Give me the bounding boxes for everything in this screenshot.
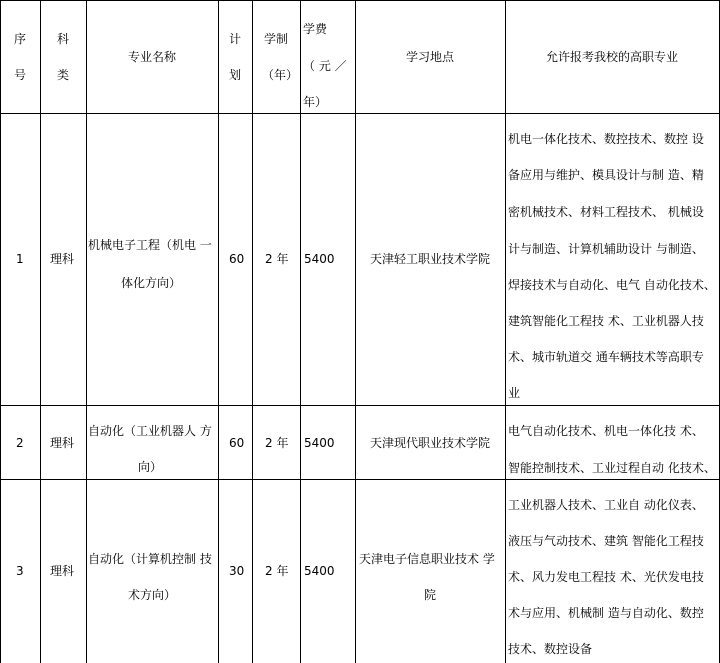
row-yunxu-line: 术、城市轨道交 通车辆技术等高职专 [508, 350, 704, 364]
header-xuhao-1: 序 [14, 32, 27, 46]
row-didian-line: 院 [424, 588, 437, 602]
grid-line [355, 0, 356, 663]
row-yunxu-line: 术与应用、机械制 造与自动化、数控 [508, 606, 704, 620]
header-jihua-2: 划 [229, 68, 242, 82]
grid-line [0, 405, 720, 406]
row-yunxu-line: 智能控制技术、工业过程自动 化技术、 [508, 461, 716, 475]
row-zhuanye-line: 体化方向） [121, 276, 182, 290]
header-xuefei-3: 年） [303, 95, 328, 109]
header-jihua-1: 计 [229, 32, 242, 46]
row-xuezhi: 2 年 [265, 564, 289, 578]
row-yunxu-line: 机电一体化技术、数控技术、数控 设 [508, 132, 704, 146]
row-jihua: 30 [229, 564, 245, 578]
grid-line [0, 479, 720, 480]
row-jihua: 60 [229, 436, 245, 450]
row-yunxu-line: 电气自动化技术、机电一体化技 术、 [508, 424, 704, 438]
row-jihua: 60 [229, 252, 245, 266]
grid-line [218, 0, 219, 663]
row-kelei: 理科 [50, 436, 75, 450]
grid-line [0, 0, 720, 1]
row-yunxu-line: 焊接技术与自动化、电气 自动化技术、 [508, 278, 716, 292]
row-yunxu-line: 计与制造、计算机辅助设计 与制造、 [508, 242, 704, 256]
row-yunxu-line: 业 [508, 386, 521, 400]
header-kelei-1: 科 [57, 32, 70, 46]
row-zhuanye-line: 自动化（计算机控制 技 [88, 552, 212, 566]
header-zhuanye: 专业名称 [127, 50, 176, 64]
grid-line [252, 0, 253, 663]
header-xuefei-2: （ 元 ／ [303, 59, 347, 73]
row-xuefei: 5400 [304, 252, 335, 266]
header-xuezhi-2: （年） [262, 68, 299, 82]
row-zhuanye-line: 机械电子工程（机电 一 [88, 238, 212, 252]
row-zhuanye-line: 向） [138, 460, 163, 474]
row-xuefei: 5400 [304, 564, 335, 578]
row-yunxu-line: 术、风力发电工程技 术、光伏发电技 [508, 570, 704, 584]
row-kelei: 理科 [50, 564, 75, 578]
grid-line [40, 0, 41, 663]
row-zhuanye-line: 自动化（工业机器人 方 [88, 424, 212, 438]
row-yunxu-line: 密机械技术、材料工程技术、 机械设 [508, 205, 704, 219]
grid-line [0, 113, 720, 114]
header-xuezhi-1: 学制 [264, 32, 289, 46]
header-kelei-2: 类 [57, 68, 70, 82]
row-number: 3 [16, 564, 24, 578]
row-zhuanye-line: 术方向） [128, 588, 177, 602]
row-number: 2 [16, 436, 24, 450]
row-yunxu-line: 建筑智能化工程技 术、工业机器人技 [508, 314, 704, 328]
row-kelei: 理科 [50, 252, 75, 266]
grid-line [86, 0, 87, 663]
row-yunxu-line: 工业机器人技术、工业自 动化仪表、 [508, 498, 704, 512]
grid-line [300, 0, 301, 663]
header-didian: 学习地点 [405, 50, 454, 64]
row-xuefei: 5400 [304, 436, 335, 450]
row-yunxu-line: 技术、数控设备 [508, 642, 593, 656]
row-yunxu-line: 液压与气动技术、建筑 智能化工程技 [508, 534, 704, 548]
row-yunxu-line: 备应用与维护、模具设计与制 造、精 [508, 168, 704, 182]
header-xuhao-2: 号 [14, 68, 27, 82]
header-yunxu: 允许报考我校的高职专业 [545, 50, 678, 64]
row-xuezhi: 2 年 [265, 252, 289, 266]
row-xuezhi: 2 年 [265, 436, 289, 450]
row-number: 1 [16, 252, 24, 266]
row-didian-line: 天津电子信息职业技术 学 [359, 552, 495, 566]
row-didian: 天津现代职业技术学院 [369, 436, 490, 450]
row-didian: 天津轻工职业技术学院 [369, 252, 490, 266]
grid-line [505, 0, 506, 663]
grid-line [0, 0, 1, 663]
header-xuefei-1: 学费 [303, 22, 328, 36]
